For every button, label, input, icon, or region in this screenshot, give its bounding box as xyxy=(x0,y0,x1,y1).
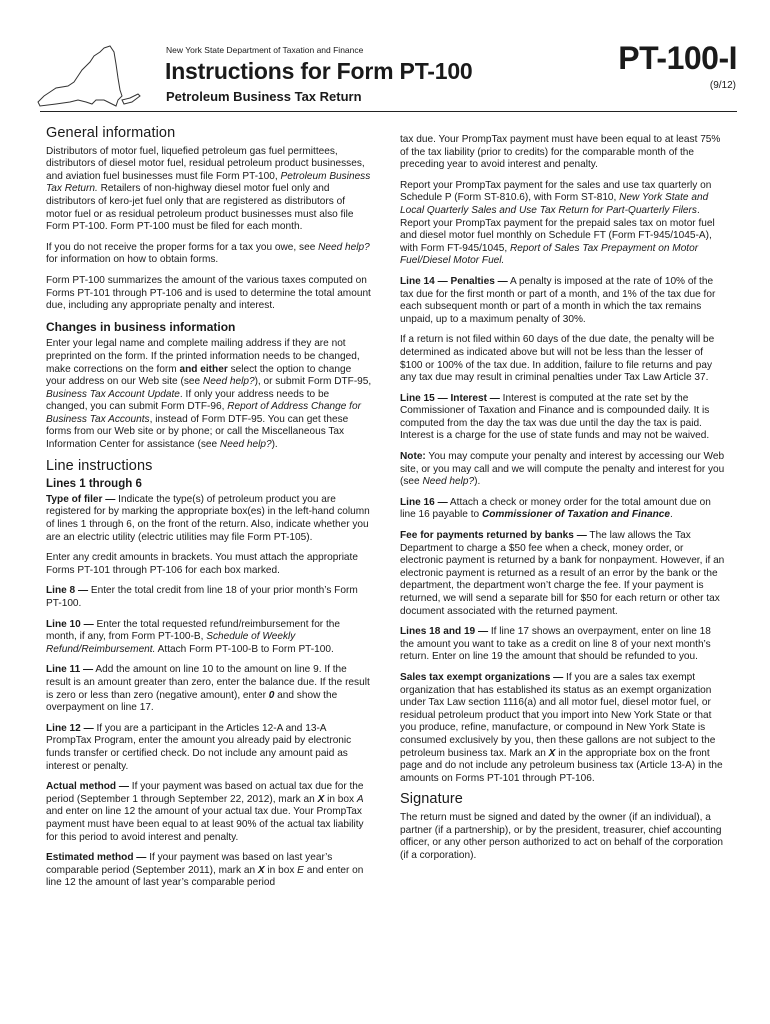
general-information-heading: General information xyxy=(46,125,176,141)
line-8-paragraph: Line 8 — Enter the total credit from line 18 of your prior month’s Form PT-100. xyxy=(46,585,358,609)
line-14-paragraph: Line 14 — Penalties — A penalty is imposed at the rate of 10% of the tax due for the first month or part of a month, and 1% of the tax due for each subsequent month or part of a month in which the tax remains unpaid, up to a maximum penalty of 30%. xyxy=(400,275,716,325)
signature-paragraph: The return must be signed and dated by the owner (if an individual), a partner (if a partnership), or by the president, treasurer, chief accounting officer, or any other person authorized to act on behalf of the corporation (if a corporation). xyxy=(400,811,724,861)
line-11-paragraph: Line 11 — Add the amount on line 10 to the amount on line 9. If the result is an amount greater than zero, enter the balance due. If the result is zero or less than zero (negative amount), enter 0 and show the overpayment on line 17. xyxy=(46,664,370,714)
line-10-paragraph: Line 10 — Enter the total requested refund/reimbursement for the month, if any, from Form PT-100-B, Schedule of Weekly Refund/Reimbursement. Attach Form PT-100-B to Form PT-100. xyxy=(46,618,340,655)
right-column xyxy=(400,134,726,870)
exempt-organizations-paragraph: Sales tax exempt organizations — If you are a sales tax exempt organization that has established its status as an exempt organization under Tax Law section 1116(a) and all motor fuel, diesel motor fuel, or residual petroleum product that you import into New York State or that you produce, refine, manufacture, or compound in New York State is consumed exclusively by you, then these gallons are not subject to the petroleum business tax. Mark an X in the appropriate box on the front page and do not include any petroleum business tax (Article 13-A) in the amounts on Forms PT-101 through PT-106. xyxy=(400,671,723,784)
type-of-filer-paragraph: Type of filer — Indicate the type(s) of petroleum product you are registered for by marking the appropriate box(es) in the left-hand column of lines 1 through 6, on the front of the return. Also, indicate whether you are an electric utility (electric utilities may file Form PT-105). xyxy=(46,493,370,543)
prompttax-paragraph: tax due. Your PrompTax payment must have been equal to at least 75% of the tax liability (prior to credits) for the comparable month of the preceding year to avoid interest and penalty. xyxy=(400,134,721,171)
credits-paragraph: Enter any credit amounts in brackets. You must attach the appropriate Forms PT-101 through PT-106 for each box marked. xyxy=(46,552,358,576)
changes-paragraph: Enter your legal name and complete mailing address if they are not preprinted on the form. If the printed information needs to be changed, make corrections on the form and either select the option to change your address on our Web site (see Need help?), or submit Form DTF-95, Business Tax Account Update. If only your address needs to be changed, you can submit Form DTF-96, Report of Address Change for Business Tax Accounts, instead of Form DTF-95. You can get these forms from our Web site or by phone; or call the Miscellaneous Tax Information Center for assistance (see Need help?). xyxy=(46,338,372,451)
changes-heading: Changes in business information xyxy=(46,319,236,334)
form-number: PT-100-I xyxy=(618,40,737,76)
revision-date: (9/12) xyxy=(709,80,736,91)
page-subtitle: Petroleum Business Tax Return xyxy=(166,89,362,104)
general-paragraph-1: Distributors of motor fuel, liquefied petroleum gas fuel permittees, distributors of diesel motor fuel, residual petroleum product businesses, and aviation fuel businesses must file Form PT-100, Petroleum Business Tax Return. Retailers of non-highway diesel motor fuel only and distributors of kero-jet fuel only that are registered as distributors of motor fuel or as residual petroleum product businesses must also file Form PT-100. Form PT-100 must be filed for each month. xyxy=(46,145,371,233)
new-york-state-map-icon xyxy=(34,44,144,114)
signature-heading: Signature xyxy=(400,791,463,808)
sales-tax-report-paragraph: Report your PrompTax payment for the sales and use tax quarterly on Schedule P (Form ST-810.6), with Form ST-810, New York State and Local Quarterly Sales and Use Tax Return for Part-Quarterly Filers. Report your PrompTax payment for the prepaid sales tax on motor fuel and diesel motor fuel monthly on Schedule FT (Form FT-945/1045-A), with Form FT-945/1045, Report of Sales Tax Prepayment on Motor Fuel/Diesel Motor Fuel. xyxy=(400,179,715,267)
returned-payment-fee-paragraph: Fee for payments returned by banks — The law allows the Tax Department to charge a $50 fee when a check, money order, or electronic payment is returned by a bank for nonpayment. However, if an electronic payment is returned as a result of an error by the bank or the department, the department won’t charge the fee. If your payment is returned, we will send a separate bill for $50 for each return or other tax document associated with the returned payment. xyxy=(400,530,725,617)
line-15-paragraph: Line 15 — Interest — Interest is computed at the rate set by the Commissioner of Taxation and Finance and is compounded daily. It is computed from the day the tax was due until the day the tax is paid. Interest is a charge for the use of state funds and may not be waived. xyxy=(400,392,710,442)
note-paragraph: Note: You may compute your penalty and interest by accessing our Web site, or you may call and we will compute the penalty and interest for you (see Need help?). xyxy=(400,451,725,488)
estimated-method-paragraph: Estimated method — If your payment was based on last year’s comparable period (September 2011), mark an X in box E and enter on line 12 the amount of last year’s comparable period xyxy=(46,852,364,889)
line-16-paragraph: Line 16 — Attach a check or money order for the total amount due on line 16 payable to Commissioner of Taxation and Finance. xyxy=(400,496,711,521)
page-title: Instructions for Form PT-100 xyxy=(165,58,473,84)
agency-name: New York State Department of Taxation and Finance xyxy=(166,45,364,55)
left-column xyxy=(46,127,372,898)
general-paragraph-3: Form PT-100 summarizes the amount of the various taxes computed on Forms PT-101 through PT-106 and is used to determine the total amount due, including any appropriate penalty and interest. xyxy=(46,274,371,312)
late-filing-paragraph: If a return is not filed within 60 days of the due date, the penalty will be determined as indicated above but will not be less than the lesser of $100 or 100% of the tax due. In addition, failure to file returns and pay any tax due may result in criminal penalties under Tax Law Article 37. xyxy=(400,334,715,384)
line-instructions-heading: Line instructions xyxy=(46,457,153,474)
actual-method-paragraph: Actual method — If your payment was based on actual tax due for the period (September 1 through September 22, 2012), mark an X in box A and enter on line 12 the amount of your actual tax due. Your PrompTax payment must have been equal to at least 90% of the actual tax liability for this period to avoid interest and penalty. xyxy=(46,781,364,843)
general-paragraph-2: If you do not receive the proper forms for a tax you owe, see Need help? for information on how to obtain forms. xyxy=(46,241,370,266)
lines-18-19-paragraph: Lines 18 and 19 — If line 17 shows an overpayment, enter on line 18 the amount you want to take as a credit on line 8 of your next month’s return. Enter on line 19 the amount that should be refunded to you. xyxy=(400,626,711,663)
lines-1-6-heading: Lines 1 through 6 xyxy=(46,478,142,491)
line-12-paragraph: Line 12 — If you are a participant in the Articles 12-A and 13-A PrompTax Program, enter the amount you already paid by electronic funds transfer or certified check. Do not include any amount paid as interest or penalty. xyxy=(46,722,352,772)
header-divider xyxy=(40,111,737,112)
